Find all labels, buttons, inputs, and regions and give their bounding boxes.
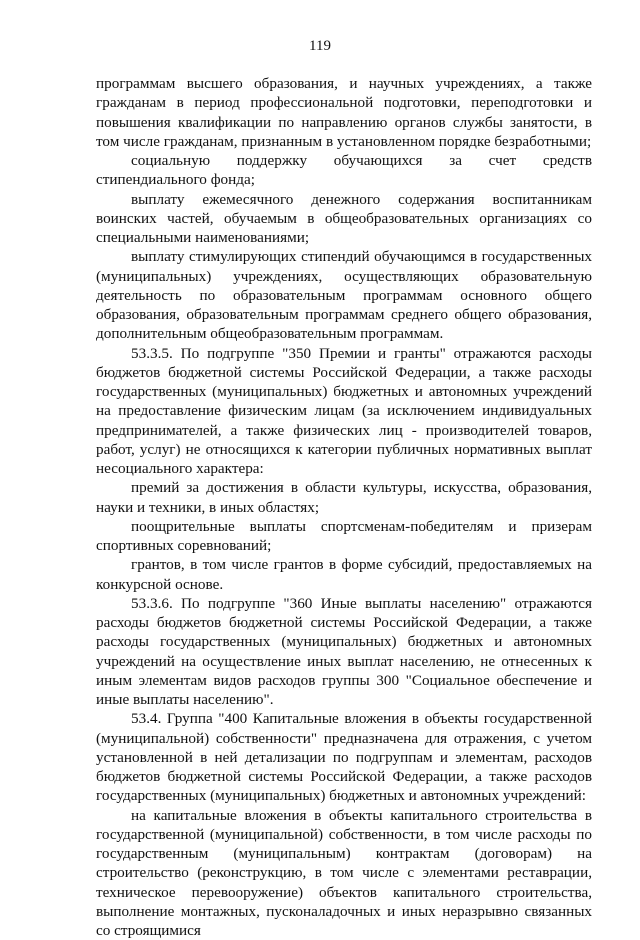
paragraph-capital-investments: на капитальные вложения в объекты капитального строительства в государственной (муниципальной) собственности, в том числе расходы по государственным (муниципальным) контрактам (договорам) на строительство (реконструкцию, в том числе с элементами реставрации, техническое перевооружение) объектов капитального строительства, выполнение монтажных, пусконаладочных и иных неразрывно связанных со строящимися [96,806,592,940]
paragraph-grants: грантов, в том числе грантов в форме субсидий, предоставляемых на конкурсной основе. [96,555,592,594]
paragraph-53-3-5: 53.3.5. По подгруппе "350 Премии и гранты" отражаются расходы бюджетов бюджетной системы Российской Федерации, а также расходы государственных (муниципальных) бюджетных и автономных учреждений на предоставление физическим лицам (за исключением индивидуальных предпринимателей, а также физических лиц - производителей товаров, работ, услуг) не относящихся к категории публичных нормативных выплат несоциального характера: [96,344,592,479]
paragraph-incentive-scholarships: выплату стимулирующих стипендий обучающимся в государственных (муниципальных) учреждениях, осуществляющих образовательную деятельность по образовательным программам основного общего образования, образовательным программам среднего общего образования, дополнительным общеобразовательным программам. [96,247,592,343]
paragraph-scholarship-support: социальную поддержку обучающихся за счет средств стипендиального фонда; [96,151,592,190]
paragraph-sports-payments: поощрительные выплаты спортсменам-победителям и призерам спортивных соревнований; [96,517,592,556]
document-body [96,74,592,940]
paragraph-military-pupils: выплату ежемесячного денежного содержания воспитанникам воинских частей, обучаемым в общеобразовательных организациях со специальными наименованиями; [96,190,592,248]
paragraph-awards: премий за достижения в области культуры, искусства, образования, науки и техники, в иных областях; [96,478,592,517]
paragraph-53-3-6: 53.3.6. По подгруппе "360 Иные выплаты населению" отражаются расходы бюджетов бюджетной системы Российской Федерации, а также расходы государственных (муниципальных) бюджетных и автономных учреждений на осуществление иных выплат населению, не отнесенных к иным элементам видов расходов группы 300 "Социальное обеспечение и иные выплаты населению". [96,594,592,710]
paragraph-53-4: 53.4. Группа "400 Капитальные вложения в объекты государственной (муниципальной) собственности" предназначена для отражения, с учетом установленной в ней детализации по подгруппам и элементам, расходов бюджетов бюджетной системы Российской Федерации, а также расходов государственных (муниципальных) бюджетных и автономных учреждений: [96,709,592,805]
page-number: 119 [0,38,640,55]
paragraph-continuation: программам высшего образования, и научных учреждениях, а также гражданам в период профессиональной подготовки, переподготовки и повышения квалификации по направлению органов службы занятости, в том числе гражданам, признанным в установленном порядке безработными; [96,74,592,151]
